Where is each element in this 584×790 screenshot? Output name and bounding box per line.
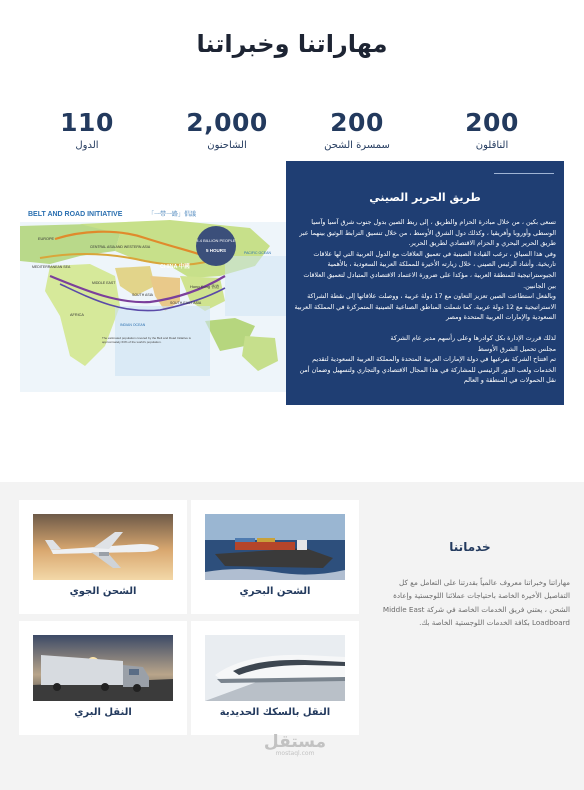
paragraph: وبالفعل استطاعت الصين تعزيز التعاون مع 17 دولة عربية ، ووصلت علاقاتها إلى نقطة الشراكة الاستراتيجية مع 12 دولة عربية. كما شملت المناطق الصناعية الصينية المتمركزة في المملكة العربية السعودية والإمارات العربية المتحدة ومصر — [294, 292, 556, 322]
map-label: AFRICA — [70, 313, 84, 317]
stat-value: 2,000 — [186, 108, 268, 137]
map-label: CHINA 中國 — [160, 264, 190, 270]
silk-road-text — [294, 217, 556, 386]
stat-carriers — [427, 108, 557, 151]
mostaql-watermark — [245, 732, 345, 757]
stats-row — [40, 108, 545, 158]
map-title-cn: 「一带一路」倡議 — [148, 211, 197, 218]
service-label: الشحن البحري — [239, 586, 311, 597]
stat-label: الشاحنون — [207, 140, 247, 151]
service-card-sea-freight[interactable] — [191, 500, 359, 614]
map-title: BELT AND ROAD INITIATIVE — [28, 211, 123, 218]
stat-value: 110 — [60, 108, 114, 137]
stat-value: 200 — [465, 108, 519, 137]
services-title: خدماتنا — [449, 540, 491, 554]
service-card-rail-freight[interactable] — [191, 621, 359, 735]
map-label: INDIAN OCEAN — [120, 323, 146, 327]
map-label: Hong Kong 香港 — [190, 284, 220, 289]
stat-countries — [22, 108, 152, 151]
silk-road-title: طريق الحرير الصيني — [369, 191, 481, 204]
paragraph: وفي هذا السياق ، ترغب القيادة الصينية في تعميق العلاقات مع الدول العربية التي لها علاقات تاريخية. وأشاد الرئيس الصيني ، خلال زيارته الأخيرة للمملكة العربية السعودية ، بالأهمية الجيوستراتيجية للمنطقة العربية ، مؤكدا على ضرورة الاعتماد الاقتصادي المتبادل لتعميق العلاقات بين الجانبين. — [303, 249, 556, 290]
map-label: PACIFIC OCEAN — [244, 251, 271, 255]
airplane-image — [33, 514, 173, 580]
service-label: الشحن الجوي — [69, 586, 137, 597]
map-callout-2: 5 HOURS — [205, 248, 227, 253]
map-label: CENTRAL ASIA AND WESTERN ASIA — [90, 245, 151, 249]
paragraph: تسعى بكين ، من خلال مبادرة الحزام والطريق ، إلى ربط الصين بدول جنوب شرق آسيا وآسيا الوسطى وأوروبا وأفريقيا ، وكذلك دول الشرق الأوسط ، من خلال تنسيق الترابط الوثيق بينهما عبر طريق الحرير البحري و الحزام الاقتصادي لطريق الحرير. — [299, 218, 556, 248]
cargo-ship-image — [205, 514, 345, 580]
map-label: SOUTH ASIA — [132, 293, 154, 297]
service-label: النقل البري — [74, 707, 132, 718]
service-card-air-freight[interactable] — [19, 500, 187, 614]
stat-value: 200 — [330, 108, 384, 137]
stat-brokerage — [292, 108, 422, 151]
services-description: مهاراتنا وخبراتنا معروف عالمياً بقدرتنا على التعامل مع كل التفاصيل الأخيرة الخاصة باحتياجات عملائنا اللوجستية وإعادة الشحن ، يعتني فريق الخدمات الخاصة في شركة Middle East Loadboard بكافة الخدمات اللوجستية الخاصة بك. — [382, 578, 570, 628]
map-label: MIDDLE EAST — [92, 281, 116, 285]
watermark-domain: mostaql.com — [275, 750, 315, 757]
truck-image — [33, 635, 173, 701]
paragraph: مجلس تحميل الشرق الأوسط — [477, 344, 556, 353]
watermark-brand: مستقل — [263, 732, 327, 752]
map-label: MEDITERRANEAN SEA — [32, 265, 71, 269]
stat-label: الدول — [75, 140, 99, 151]
service-label: النقل بالسكك الحديدية — [219, 707, 331, 718]
map-label: EUROPE — [38, 237, 55, 241]
belt-and-road-map-image — [20, 206, 287, 392]
page-title: مهاراتنا وخبراتنا — [196, 30, 388, 58]
paragraph: لذلك قررت الإدارة بكل كوادرها وعلى رأسهم مدير عام الشركة — [390, 333, 556, 342]
map-label: SOUTH-EAST ASIA — [170, 301, 202, 305]
map-callout: 4.4 BILLION PEOPLE — [196, 238, 236, 243]
paragraph: تم افتتاح الشركة بفرعيها في دولة الإمارات العربية المتحدة والمملكة العربية السعودية لتقديم الخدمات ولعب الدور الرئيسي للمشاركة في هذا المجال الاقتصادي والتجاري ولتسهيل وضمان أمن نقل الحمولات في المنطقة و العالم — [299, 355, 556, 385]
map-note: The estimated population covered by the Belt and Road Initiative is approximately 63% of the world's population. — [102, 336, 191, 344]
stat-shippers — [162, 108, 292, 151]
service-card-land-freight[interactable] — [19, 621, 187, 735]
spacer — [294, 323, 556, 333]
silk-road-panel — [286, 161, 564, 405]
high-speed-train-image — [205, 635, 345, 701]
panel-divider — [494, 173, 554, 174]
stat-label: الناقلون — [475, 140, 509, 151]
stat-label: سمسرة الشحن — [324, 140, 390, 151]
